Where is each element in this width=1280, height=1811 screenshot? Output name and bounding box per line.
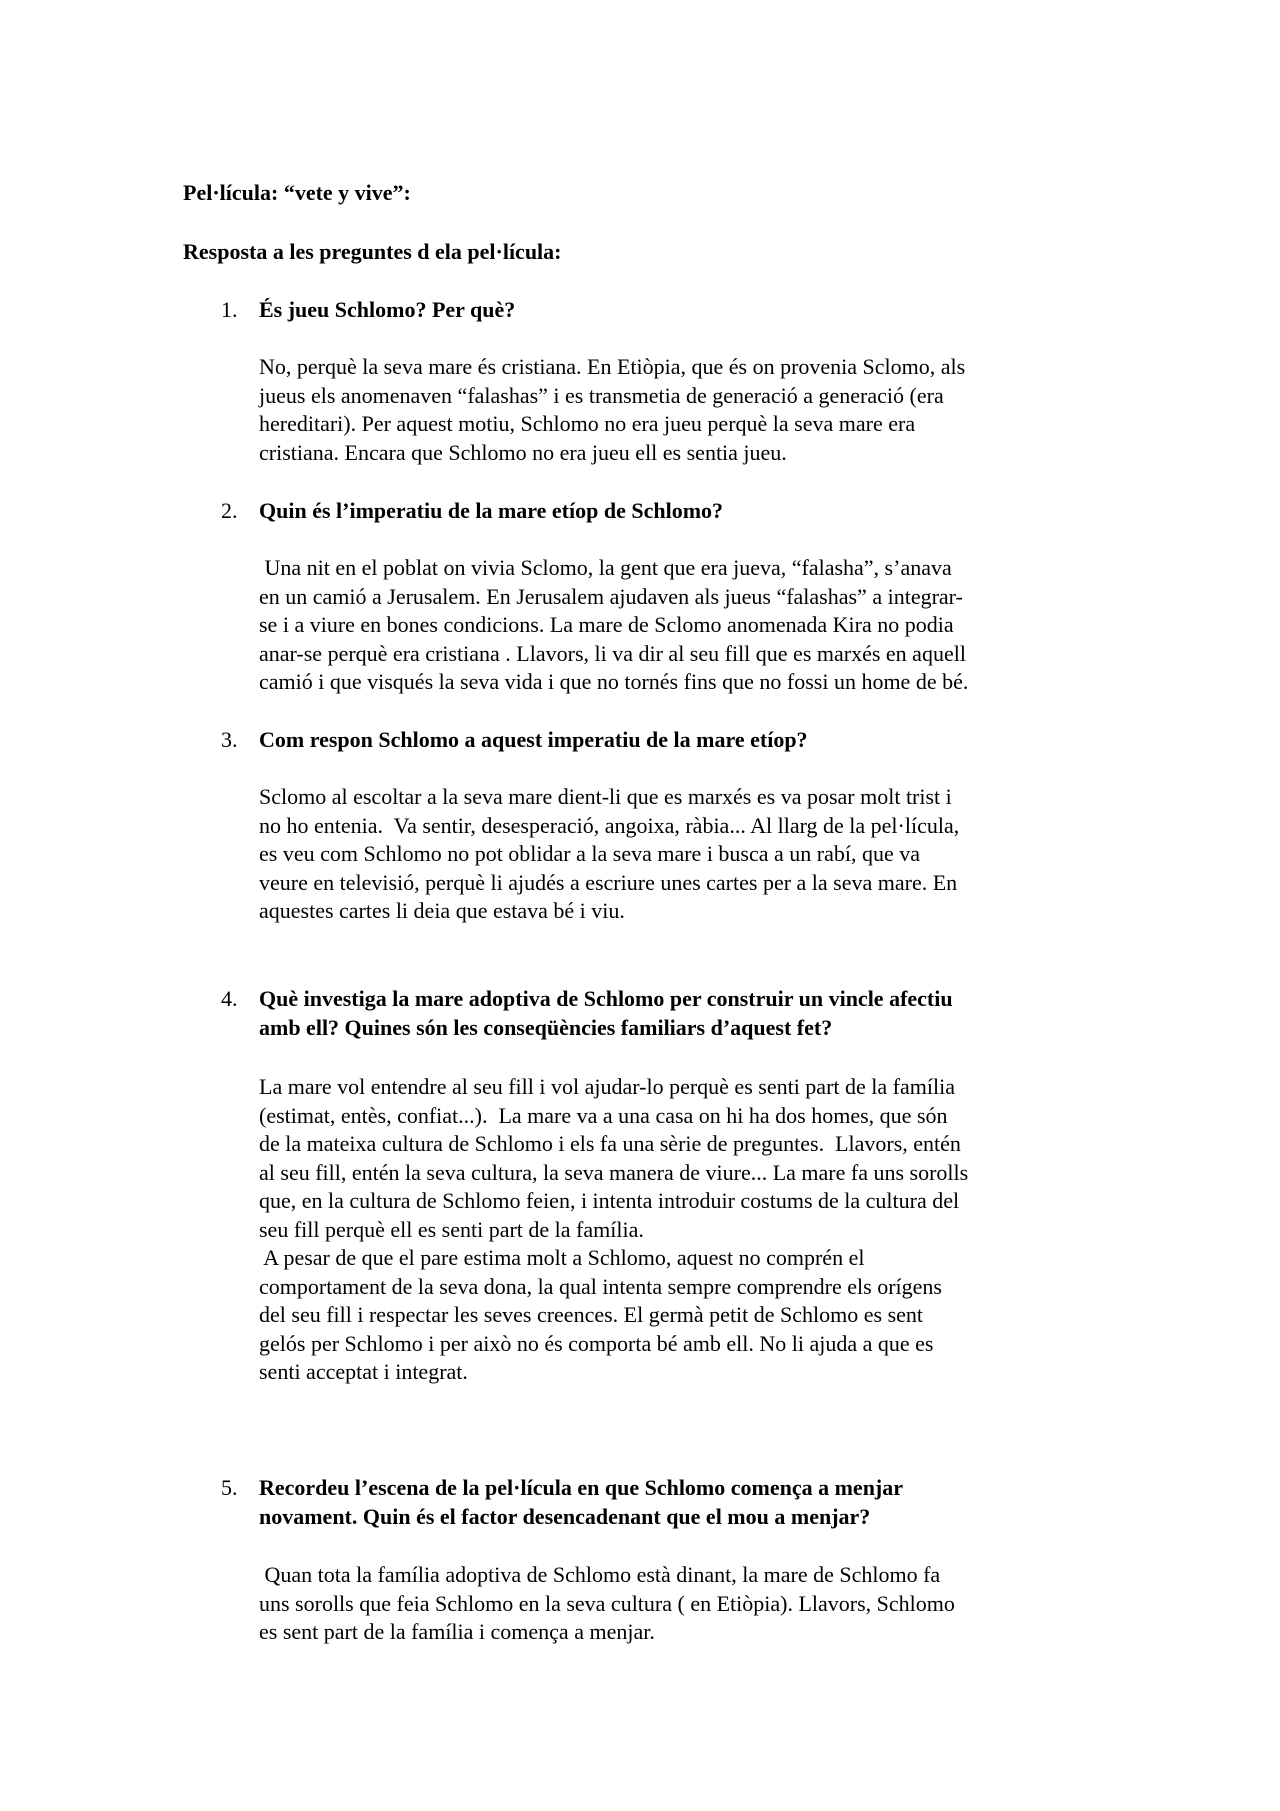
document-title: Pel·lícula: “vete y vive”: bbox=[183, 180, 411, 205]
answer-line: que, en la cultura de Schlomo feien, i intenta introduir costums de la cultura del bbox=[259, 1188, 960, 1213]
question-2-title: Quin és l’imperatiu de la mare etíop de Schlomo? bbox=[259, 498, 724, 523]
question-3-answer bbox=[259, 783, 1119, 926]
answer-line: en un camió a Jerusalem. En Jerusalem ajudaven als jueus “falashas” a integrar- bbox=[259, 583, 963, 609]
answer-line: hereditari). Per aquest motiu, Schlomo no era jueu perquè la seva mare era bbox=[259, 411, 916, 436]
question-4-number: 4. bbox=[221, 986, 238, 1011]
answer-line: de la mateixa cultura de Schlomo i els fa una sèrie de preguntes. Llavors, entén bbox=[259, 1131, 961, 1156]
question-2-number: 2. bbox=[221, 498, 238, 523]
answer-line: comportament de la seva dona, la qual intenta sempre comprendre els orígens bbox=[259, 1273, 942, 1299]
question-5-answer bbox=[259, 1561, 1119, 1647]
answer-line: no ho entenia. Va sentir, desesperació, angoixa, ràbia... Al llarg de la pel·lícula, bbox=[259, 812, 960, 838]
answer-line: es veu com Schlomo no pot oblidar a la seva mare i busca a un rabí, que va bbox=[259, 841, 921, 866]
question-3-number: 3. bbox=[221, 727, 238, 752]
document-subtitle: Resposta a les preguntes d ela pel·lícula: bbox=[183, 239, 562, 264]
answer-line: (estimat, entès, confiat...). La mare va a una casa on hi ha dos homes, que són bbox=[259, 1102, 948, 1128]
answer-line: gelós per Schlomo i per això no és comporta bé amb ell. No li ajuda a que es bbox=[259, 1330, 934, 1356]
answer-line: uns sorolls que feia Schlomo en la seva cultura ( en Etiòpia). Llavors, Schlomo bbox=[259, 1590, 955, 1616]
answer-line: senti acceptat i integrat. bbox=[259, 1359, 468, 1384]
answer-line: A pesar de que el pare estima molt a Schlomo, aquest no comprén el bbox=[259, 1245, 865, 1270]
answer-line: Quan tota la família adoptiva de Schlomo està dinant, la mare de Schlomo fa bbox=[259, 1562, 941, 1587]
answer-line: cristiana. Encara que Schlomo no era jueu ell es sentia jueu. bbox=[259, 439, 787, 465]
question-2-answer bbox=[259, 554, 1119, 697]
question-1-number: 1. bbox=[221, 297, 238, 322]
answer-line: La mare vol entendre al seu fill i vol ajudar-lo perquè es senti part de la família bbox=[259, 1074, 955, 1099]
question-5-title: Recordeu l’escena de la pel·lícula en que Schlomo comença a menjar novament. Quin és el factor desencadenant que el mou a menjar? bbox=[259, 1475, 904, 1529]
answer-line: Una nit en el poblat on vivia Sclomo, la gent que era jueva, “falasha”, s’anava bbox=[259, 555, 952, 580]
answer-line: No, perquè la seva mare és cristiana. En Etiòpia, que és on provenia Sclomo, als bbox=[259, 354, 966, 379]
question-1-title: És jueu Schlomo? Per què? bbox=[259, 297, 516, 322]
answer-line: al seu fill, entén la seva cultura, la seva manera de viure... La mare fa uns sorolls bbox=[259, 1159, 969, 1185]
answer-line: jueus els anomenaven “falashas” i es transmetia de generació a generació (era bbox=[259, 382, 944, 408]
question-5-number: 5. bbox=[221, 1475, 238, 1500]
answer-line: del seu fill i respectar les seves creences. El germà petit de Schlomo es sent bbox=[259, 1302, 924, 1327]
answer-line: aquestes cartes li deia que estava bé i viu. bbox=[259, 898, 625, 923]
question-3-title: Com respon Schlomo a aquest imperatiu de la mare etíop? bbox=[259, 727, 808, 752]
answer-line: es sent part de la família i comença a menjar. bbox=[259, 1619, 655, 1644]
answer-line: anar-se perquè era cristiana . Llavors, li va dir al seu fill que es marxés en aquell bbox=[259, 640, 966, 666]
question-4-answer bbox=[259, 1073, 1119, 1387]
question-1-answer bbox=[259, 353, 1119, 467]
answer-line: veure en televisió, perquè li ajudés a escriure unes cartes per a la seva mare. En bbox=[259, 869, 958, 895]
answer-line: Sclomo al escoltar a la seva mare dient-li que es marxés es va posar molt trist i bbox=[259, 784, 952, 809]
answer-line: camió i que visqués la seva vida i que no tornés fins que no fossi un home de bé. bbox=[259, 669, 969, 694]
question-4-title: Què investiga la mare adoptiva de Schlomo per construir un vincle afectiu amb ell? Quines són les conseqüències familiars d’aquest fet? bbox=[259, 986, 953, 1040]
answer-line: seu fill perquè ell es senti part de la família. bbox=[259, 1216, 644, 1242]
answer-line: se i a viure en bones condicions. La mare de Sclomo anomenada Kira no podia bbox=[259, 612, 954, 637]
